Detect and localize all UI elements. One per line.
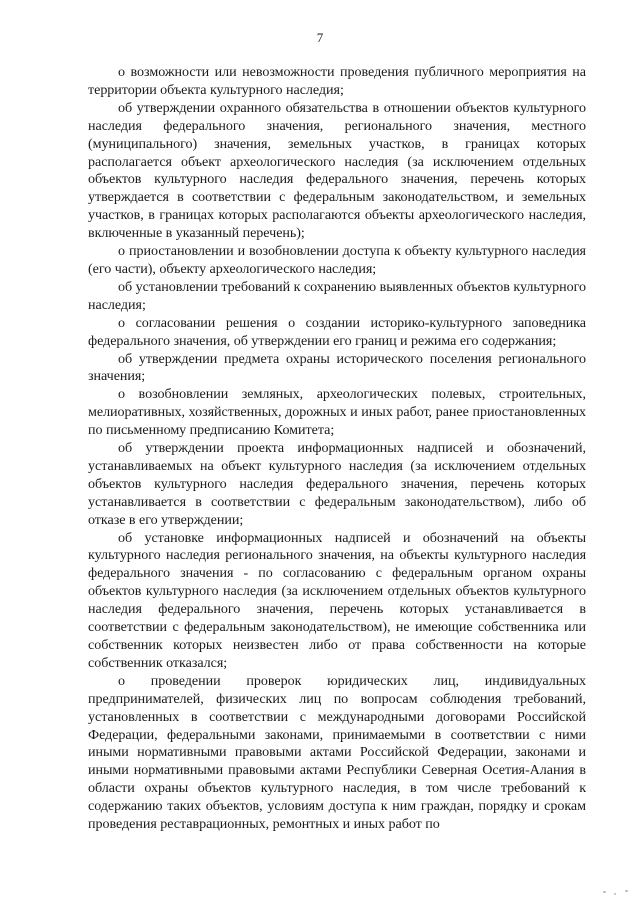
paragraph-preservation-requirements: об установлении требований к сохранению выявленных объектов культурного наследия;	[88, 278, 586, 313]
paragraph-inspections: о проведении проверок юридических лиц, индивидуальных предпринимателей, физических лиц по вопросам соблюдения требований, установленных в соответствии с международными договорами Российской Федерации, федеральными законами, принимаемыми в соответствии с ними иными нормативными правовыми актами Российской Федерации, законами и иными нормативными правовыми актами Республики Северная Осетия-Алания в области охраны объектов культурного наследия, в том числе требований к содержанию таких объектов, условиям доступа к ним граждан, порядку и срокам проведения реставрационных, ремонтных и иных работ по	[88, 672, 586, 833]
paragraph-access-suspension: о приостановлении и возобновлении доступа к объекту культурного наследия (его части), объекту археологического наследия;	[88, 243, 586, 277]
paragraph-protection-obligation: об утверждении охранного обязательства в отношении объектов культурного наследия федерального значения, регионального значения, местного (муниципального) значения, земельных участков, в границах которых располагается объект археологического наследия (за исключением отдельных объектов культурного наследия федерального значения, перечень которых утверждается в соответствии с федеральным законодательством, и земельных участков, в границах которых располагаются объекты археологического наследия, включенные в указанный перечень);	[88, 99, 586, 242]
paragraph-signage-installation: об установке информационных надписей и обозначений на объекты культурного наследия регионального значения, на объекты культурного наследия федерального значения - по согласованию с федеральным органом охраны объектов культурного наследия (за исключением отдельных объектов культурного наследия федерального значения, перечень которых устанавливается в соответствии с федеральным законодательством), не имеющие собственника или собственник которых неизвестен либо от права собственности на которые собственник отказался;	[88, 529, 586, 671]
page-number: 7	[316, 30, 324, 45]
scan-speck	[625, 890, 628, 892]
paragraph-signage-project: об утверждении проекта информационных надписей и обозначений, устанавливаемых на объект культурного наследия (за исключением отдельных объектов культурного наследия федерального значения, перечень которых устанавливается в соответствии с федеральным законодательством), либо об отказе в его утверждении;	[88, 440, 586, 528]
paragraph-public-event: о возможности или невозможности проведения публичного мероприятия на территории объекта культурного наследия;	[88, 64, 586, 98]
document-body	[88, 64, 586, 834]
scan-speck	[603, 891, 606, 893]
paragraph-reserve-creation: о согласовании решения о создании историко-культурного заповедника федерального значения, об утверждении его границ и режима его содержания;	[88, 314, 586, 349]
paragraph-historic-settlement: об утверждении предмета охраны исторического поселения регионального значения;	[88, 350, 586, 385]
scan-speck	[614, 893, 616, 895]
paragraph-works-resumption: о возобновлении земляных, археологических полевых, строительных, мелиоративных, хозяйственных, дорожных и иных работ, ранее приостановленных по письменному предписанию Комитета;	[88, 386, 586, 439]
